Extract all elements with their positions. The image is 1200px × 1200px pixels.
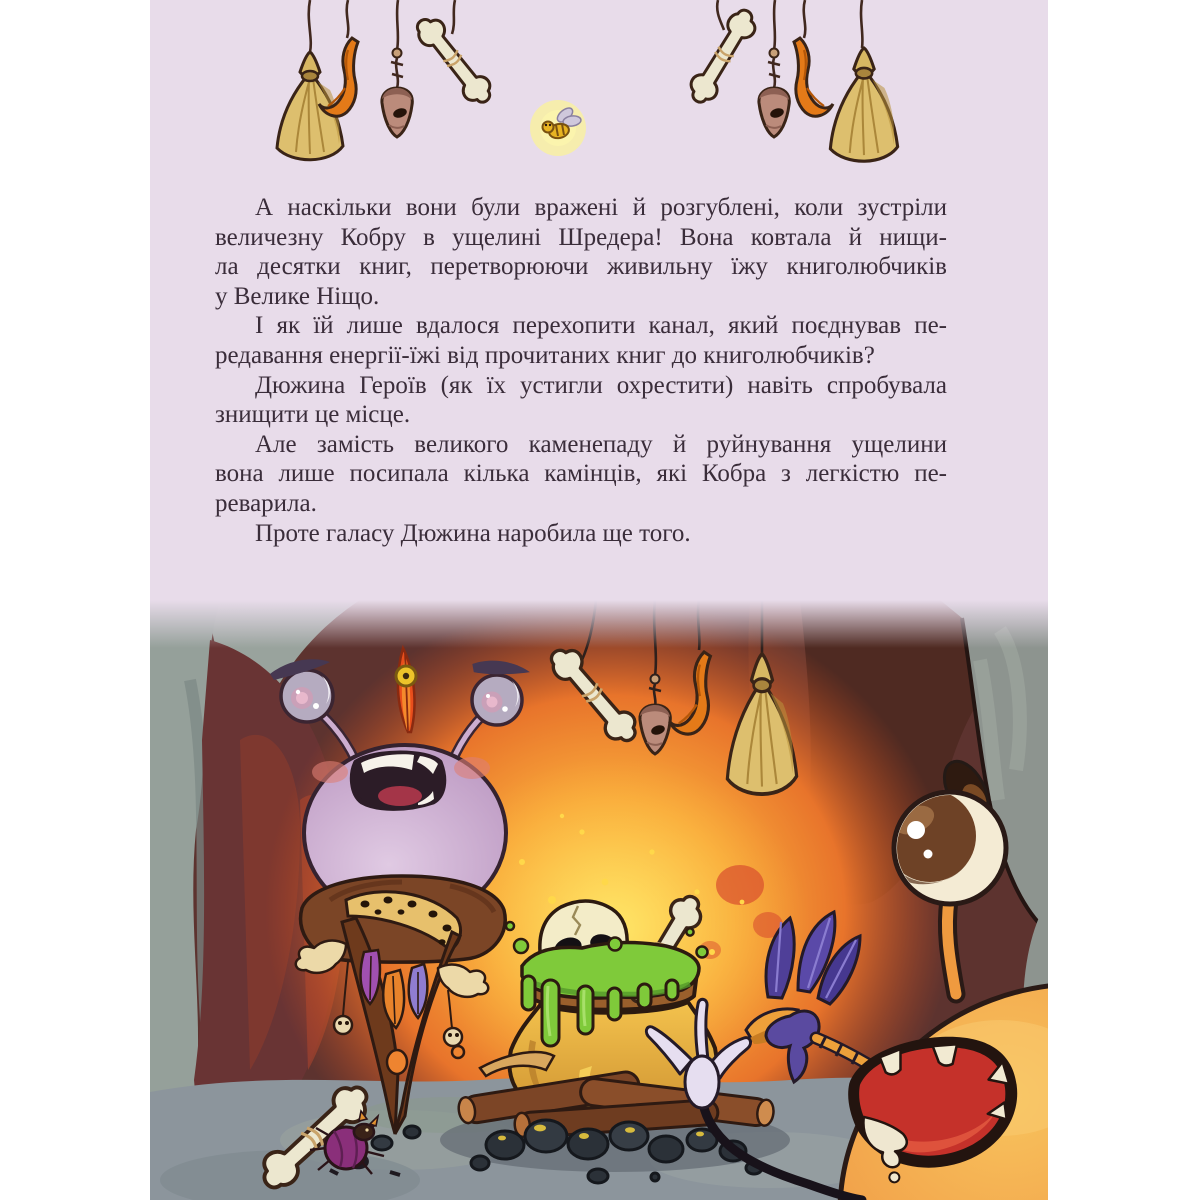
charm-strings [309, 0, 863, 88]
story-line: ла десятки книг, перетворюючи живильну їжу книголюбчиків [215, 253, 947, 281]
paper-background [150, 0, 1048, 1200]
story-line: Але замість великого каменепаду й руйнування ущелини [255, 430, 947, 458]
page-fade [150, 600, 1048, 648]
bone-charm-right [683, 5, 762, 108]
story-line: величезну Кобру в ущелині Шредера! Вона ковтала й нищи- [215, 223, 947, 251]
straw-bundle-right [830, 48, 897, 161]
shrunken-head-right [759, 88, 789, 137]
string-knot [770, 49, 779, 58]
blush-right [454, 757, 490, 779]
story-line: Дюжина Героїв (як їх устигли охрестити) навіть спробувала [255, 371, 947, 399]
story-text [215, 193, 947, 548]
blush-left [312, 761, 348, 783]
dried-pepper-right [794, 38, 833, 116]
story-line: реварила. [215, 489, 317, 517]
string-knot [393, 49, 402, 58]
shrunken-head-left [382, 88, 412, 137]
story-line: І як їй лише вдалося перехопити канал, який поєднував пе- [255, 312, 947, 340]
story-line: вона лише посипала кілька камінців, які Кобра з легкістю пе- [215, 460, 947, 488]
story-line: Проте галасу Дюжина наробила ще того. [255, 519, 691, 547]
story-line: А наскільки вони були вражені й розгублені, коли зустріли [255, 194, 947, 221]
story-line: знищити це місце. [215, 401, 411, 429]
glowing-bee [530, 100, 586, 156]
hanging-charms-top [150, 0, 1048, 190]
story-line: у Велике Ніщо. [215, 282, 380, 310]
pink-monster-mouth [352, 753, 443, 808]
story-line: редавання енергії-їжі від прочитаних книг до книголюбчиків? [215, 341, 875, 369]
cave-illustration [150, 600, 1048, 1200]
